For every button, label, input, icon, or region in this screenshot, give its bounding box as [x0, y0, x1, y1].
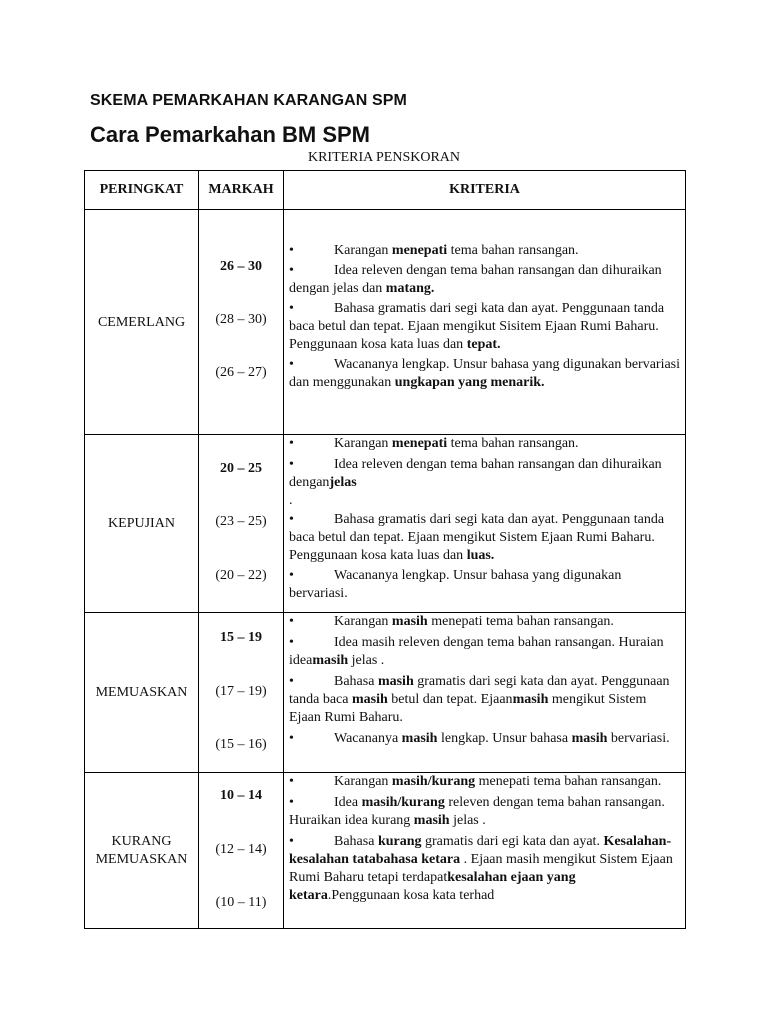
criteria-item: • Idea masih/kurang releven dengan tema bahan ransangan. Huraikan idea kurang masih jelas .	[289, 795, 665, 828]
bullet-icon: •	[289, 834, 294, 849]
bullet-icon: •	[289, 357, 294, 372]
criteria-item: • Idea releven dengan tema bahan ransangan dan dihuraikan denganjelas	[289, 457, 662, 490]
grade-cell	[85, 613, 199, 773]
document-heading: SKEMA PEMARKAHAN KARANGAN SPM	[90, 92, 407, 109]
criteria-item: • Idea masih releven dengan tema bahan ransangan. Huraian ideamasih jelas .	[289, 635, 664, 668]
mark-range: 10 – 14	[220, 788, 262, 803]
criteria-item: • Karangan masih/kurang menepati tema bahan ransangan.	[289, 774, 662, 789]
table-caption: KRITERIA PENSKORAN	[307, 150, 461, 165]
grade-cell	[85, 773, 199, 929]
mark-range: 15 – 19	[220, 630, 262, 645]
criteria-item: • Bahasa kurang gramatis dari egi kata dan ayat. Kesalahan-kesalahan tatabahasa ketara . Ejaan masih mengikut Sistem Ejaan Rumi Baharu tetapi terdapatkesalahan ejaan yang ketara.Penggunaan kosa kata terhad	[289, 834, 673, 903]
marks-cell	[199, 435, 284, 613]
grade-label: CEMERLANG	[97, 315, 186, 330]
document-subheading: Cara Pemarkahan BM SPM	[90, 122, 370, 147]
marks-cell	[199, 773, 284, 929]
bullet-icon: •	[289, 674, 294, 689]
header-markah: MARKAH	[199, 171, 284, 210]
header-peringkat: PERINGKAT	[85, 171, 199, 210]
criteria-item: • Wacananya lengkap. Unsur bahasa yang digunakan bervariasi.	[289, 568, 622, 601]
marks-cell	[199, 613, 284, 773]
grade-label: MEMUASKAN	[95, 684, 188, 700]
bullet-icon: •	[289, 263, 294, 278]
bullet-icon: •	[289, 635, 294, 650]
grade-label: KEPUJIAN	[108, 515, 175, 531]
mark-sub-range: (23 – 25)	[215, 514, 267, 529]
criteria-item: • Bahasa gramatis dari segi kata dan ayat. Penggunaan tanda baca betul dan tepat. Ejaan mengikut Sisitem Ejaan Rumi Baharu. Penggunaan kosa kata luas dan tepat.	[289, 301, 665, 352]
criteria-item: • Wacananya masih lengkap. Unsur bahasa masih bervariasi.	[289, 731, 670, 746]
bullet-icon: •	[289, 512, 294, 527]
criteria-cell	[284, 773, 686, 929]
mark-sub-range: (15 – 16)	[215, 737, 267, 752]
mark-sub-range: (10 – 11)	[215, 895, 267, 910]
criteria-cell	[284, 613, 686, 773]
criteria-item: • Wacananya lengkap. Unsur bahasa yang digunakan bervariasi dan menggunakan ungkapan yang menarik.	[289, 357, 681, 390]
table-row	[85, 435, 686, 613]
header-kriteria: KRITERIA	[284, 171, 686, 210]
table-row	[85, 773, 686, 929]
criteria-item: • Karangan masih menepati tema bahan ransangan.	[289, 614, 614, 629]
bullet-icon: •	[289, 774, 294, 789]
bullet-icon: •	[289, 731, 294, 746]
marks-cell	[199, 210, 284, 435]
grade-label: KURANG	[111, 833, 172, 849]
mark-sub-range: (12 – 14)	[215, 842, 267, 857]
bullet-icon: •	[289, 301, 294, 316]
criteria-item: • Bahasa gramatis dari segi kata dan ayat. Penggunaan tanda baca betul dan tepat. Ejaan mengikut Sistem Ejaan Rumi Baharu. Penggunaan kosa kata luas dan luas.	[289, 512, 665, 563]
criteria-item: • Idea releven dengan tema bahan ransangan dan dihuraikan dengan jelas dan matang.	[289, 263, 662, 296]
criteria-item: • Karangan menepati tema bahan ransangan.	[289, 436, 579, 451]
criteria-item: • Karangan menepati tema bahan ransangan.	[289, 243, 579, 258]
bullet-icon: •	[289, 568, 294, 583]
criteria-cell	[284, 435, 686, 613]
mark-sub-range: (17 – 19)	[215, 684, 267, 699]
mark-sub-range: (20 – 22)	[215, 568, 267, 583]
bullet-icon: •	[289, 614, 294, 629]
bullet-icon: •	[289, 436, 294, 451]
mark-sub-range: (26 – 27)	[215, 365, 267, 380]
grade-cell	[85, 435, 199, 613]
bullet-icon: •	[289, 457, 294, 472]
table-row	[85, 613, 686, 773]
table-header-row	[85, 171, 686, 210]
scoring-table	[84, 170, 686, 929]
criteria-cell	[284, 210, 686, 435]
mark-sub-range: (28 – 30)	[215, 312, 267, 327]
criteria-item: • Bahasa masih gramatis dari segi kata dan ayat. Penggunaan tanda baca masih betul dan tepat. Ejaanmasih mengikut Sistem Ejaan Rumi Baharu.	[289, 674, 670, 725]
mark-range: 26 – 30	[220, 259, 262, 274]
mark-range: 20 – 25	[220, 461, 262, 476]
table-row	[85, 210, 686, 435]
stray-dot: .	[289, 493, 293, 508]
bullet-icon: •	[289, 243, 294, 258]
bullet-icon: •	[289, 795, 294, 810]
grade-label: MEMUASKAN	[95, 851, 188, 867]
grade-cell	[85, 210, 199, 435]
